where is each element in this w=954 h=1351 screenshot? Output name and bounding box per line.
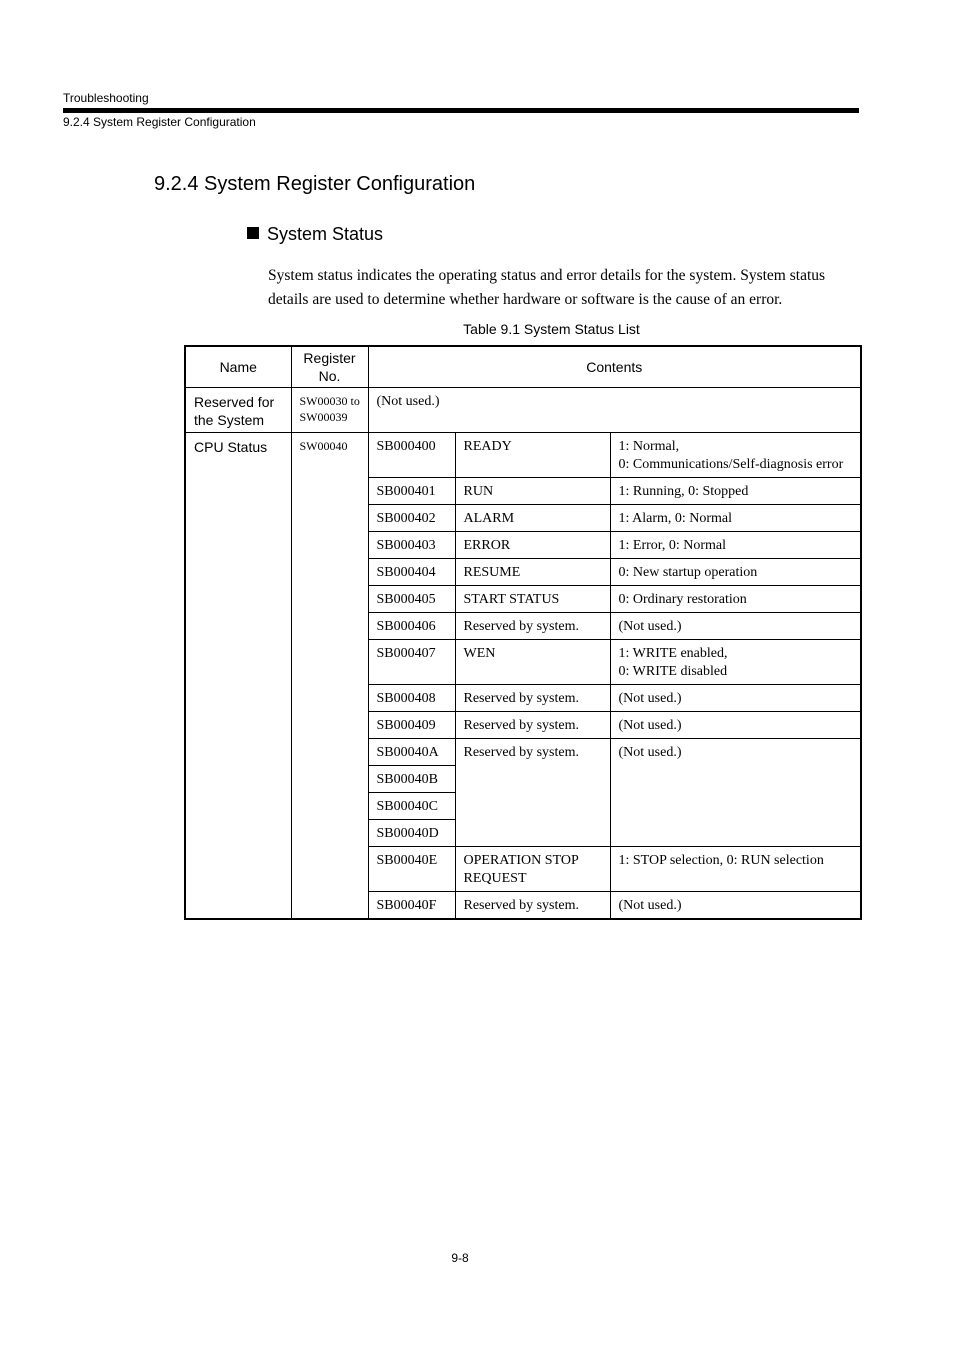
cpu-status-register: SW00040 [291, 433, 368, 920]
bit-address: SB000401 [368, 478, 455, 505]
bit-address: SB000408 [368, 685, 455, 712]
table-row [185, 433, 861, 478]
bit-address: SB00040E [368, 847, 455, 892]
bit-label: RUN [455, 478, 610, 505]
bit-label: ERROR [455, 532, 610, 559]
bit-label: RESUME [455, 559, 610, 586]
subheading-text: System Status [267, 224, 384, 244]
bit-address: SB000406 [368, 613, 455, 640]
reserved-register: SW00030 to SW00039 [291, 388, 368, 433]
bit-address: SB000409 [368, 712, 455, 739]
body-paragraph: System status indicates the operating status and error details for the system. System status details are used to determine whether hardware or software is the cause of an error. [268, 267, 826, 308]
running-header-section: 9.2.4 System Register Configuration [63, 115, 256, 129]
bit-label: START STATUS [455, 586, 610, 613]
table-caption: Table 9.1 System Status List [463, 321, 640, 337]
bit-label: ALARM [455, 505, 610, 532]
bit-address: SB000403 [368, 532, 455, 559]
bit-label: READY [455, 433, 610, 478]
table-row-reserved [185, 388, 861, 433]
bit-description: 1: Running, 0: Stopped [610, 478, 861, 505]
bit-label: Reserved by system. [455, 712, 610, 739]
bit-address: SB000407 [368, 640, 455, 685]
bit-address: SB00040F [368, 892, 455, 920]
bit-description: 1: Error, 0: Normal [610, 532, 861, 559]
reserved-contents: (Not used.) [368, 388, 861, 433]
header-name: Name [185, 346, 291, 388]
reserved-name: Reserved for the System [185, 388, 291, 433]
bit-description: (Not used.) [610, 739, 861, 847]
bit-label: Reserved by system. [455, 613, 610, 640]
bit-description: (Not used.) [610, 613, 861, 640]
bit-description: 1: Alarm, 0: Normal [610, 505, 861, 532]
square-bullet-icon [247, 227, 259, 239]
bit-description: (Not used.) [610, 892, 861, 920]
bit-address: SB00040C [368, 793, 455, 820]
bit-address: SB000404 [368, 559, 455, 586]
bit-description: 1: STOP selection, 0: RUN selection [610, 847, 861, 892]
subheading [247, 224, 383, 245]
bit-address: SB00040A [368, 739, 455, 766]
table-header-row [185, 346, 861, 388]
bit-description: 1: Normal, 0: Communications/Self-diagnosis error [610, 433, 861, 478]
page-number: 9-8 [451, 1251, 469, 1265]
header-rule [63, 108, 859, 113]
bit-description: 0: Ordinary restoration [610, 586, 861, 613]
bit-label: Reserved by system. [455, 892, 610, 920]
bit-description: 0: New startup operation [610, 559, 861, 586]
bit-address: SB000400 [368, 433, 455, 478]
bit-label: Reserved by system. [455, 739, 610, 847]
header-contents: Contents [368, 346, 861, 388]
bit-label: Reserved by system. [455, 685, 610, 712]
system-status-table [184, 345, 862, 920]
running-header-chapter: Troubleshooting [63, 91, 149, 105]
bit-description: (Not used.) [610, 685, 861, 712]
bit-label: OPERATION STOP REQUEST [455, 847, 610, 892]
bit-address: SB00040D [368, 820, 455, 847]
bit-description: (Not used.) [610, 712, 861, 739]
section-title: 9.2.4 System Register Configuration [154, 173, 476, 195]
bit-label: WEN [455, 640, 610, 685]
bit-address: SB00040B [368, 766, 455, 793]
header-register: Register No. [291, 346, 368, 388]
cpu-status-name: CPU Status [185, 433, 291, 920]
bit-address: SB000402 [368, 505, 455, 532]
bit-description: 1: WRITE enabled, 0: WRITE disabled [610, 640, 861, 685]
bit-address: SB000405 [368, 586, 455, 613]
